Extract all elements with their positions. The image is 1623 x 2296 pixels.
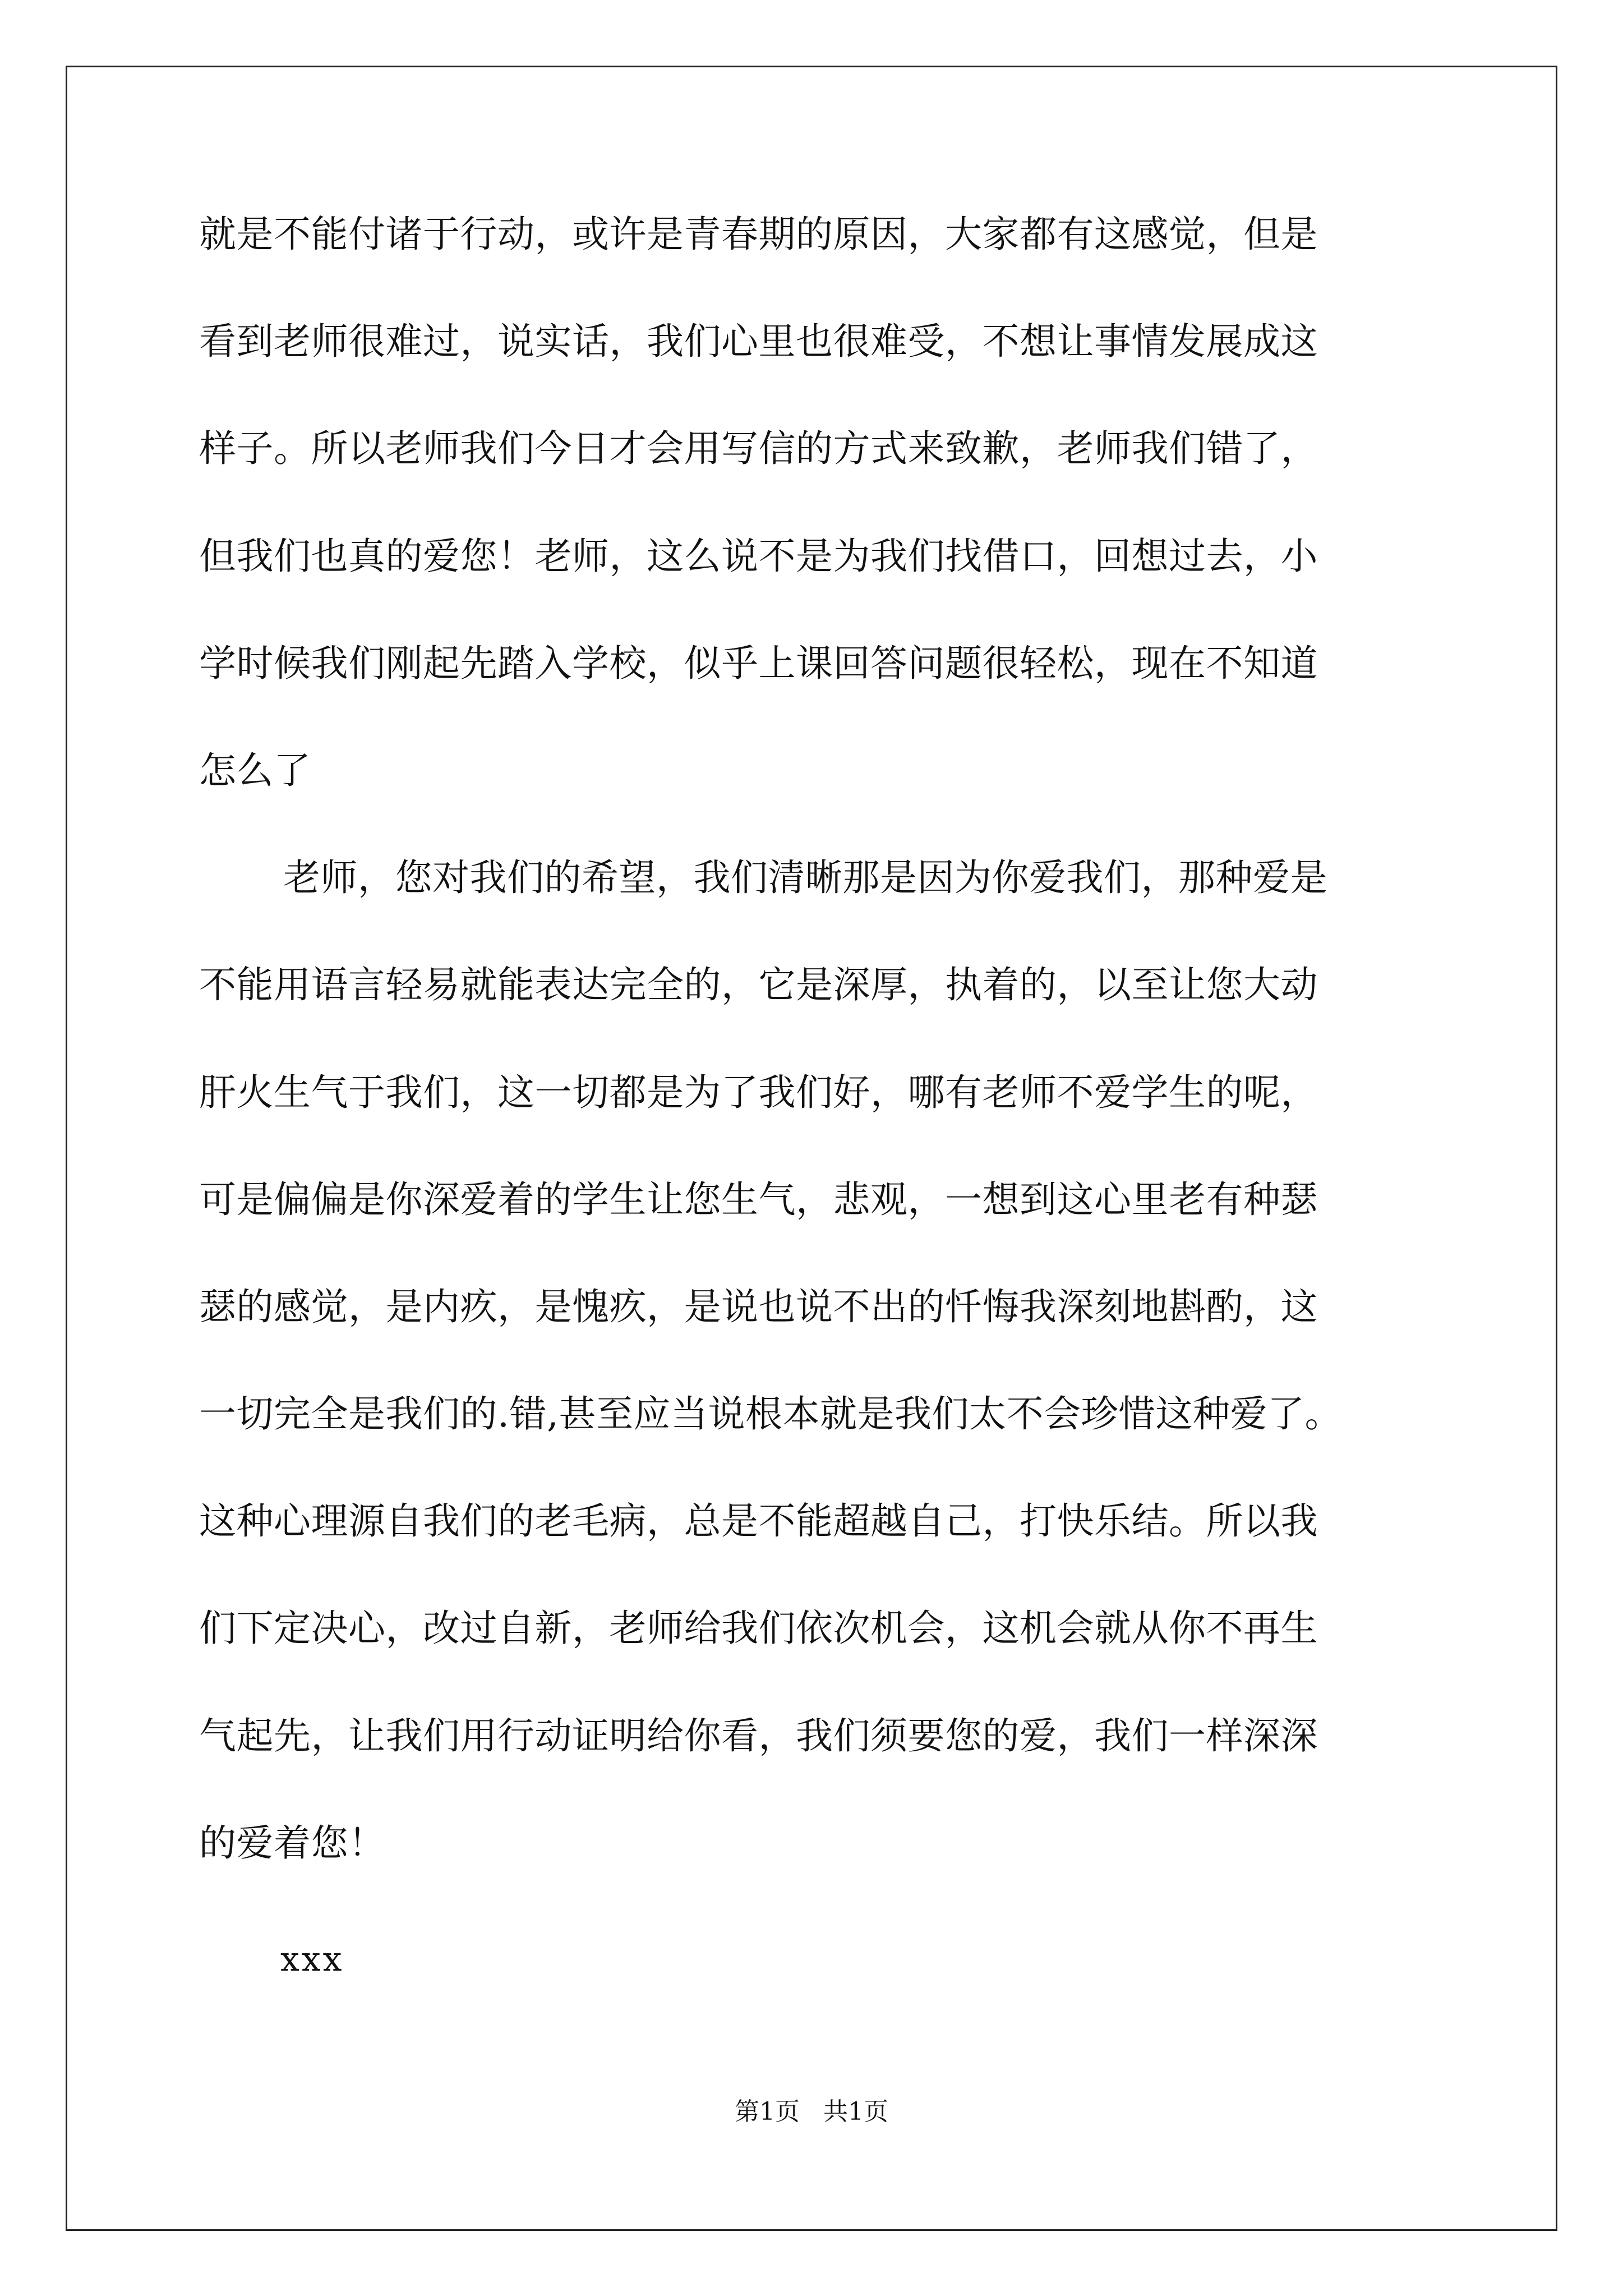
- text-line: 们下定决心，改过自新，老师给我们依次机会，这机会就从你不再生: [199, 1607, 1318, 1650]
- text-line: 样子。所以老师我们今日才会用写信的方式来致歉，老师我们错了，: [199, 427, 1318, 471]
- text-line: 这种心理源自我们的老毛病，总是不能超越自己，打快乐结。所以我: [199, 1499, 1318, 1543]
- signature: xxx: [280, 1940, 344, 1979]
- text-line: 学时候我们刚起先踏入学校，似乎上课回答问题很轻松，现在不知道: [199, 641, 1318, 685]
- paragraph-start-line: 老师，您对我们的希望，我们清晰那是因为你爱我们，那种爱是: [283, 856, 1327, 900]
- text-line: 不能用语言轻易就能表达完全的，它是深厚，执着的，以至让您大动: [199, 963, 1318, 1007]
- text-line: 气起先，让我们用行动证明给你看，我们须要您的爱，我们一样深深: [199, 1714, 1318, 1757]
- text-line: 但我们也真的爱您！老师，这么说不是为我们找借口，回想过去，小: [199, 534, 1318, 578]
- text-line: 一切完全是我们的.错,甚至应当说根本就是我们太不会珍惜这种爱了。: [199, 1392, 1342, 1436]
- text-line: 怎么了: [199, 748, 311, 792]
- text-line: 肝火生气于我们，这一切都是为了我们好，哪有老师不爱学生的呢，: [199, 1070, 1318, 1114]
- text-line: 就是不能付诸于行动，或许是青春期的原因，大家都有这感觉，但是: [199, 213, 1318, 256]
- text-line: 可是偏偏是你深爱着的学生让您生气，悲观，一想到这心里老有种瑟: [199, 1177, 1318, 1221]
- text-line: 看到老师很难过，说实话，我们心里也很难受，不想让事情发展成这: [199, 320, 1318, 364]
- page-footer: 第1页 共1页: [735, 2097, 888, 2126]
- letter-body: [199, 213, 1438, 1932]
- text-line: 瑟的感觉，是内疚，是愧疚，是说也说不出的忏悔我深刻地斟酌，这: [199, 1285, 1318, 1328]
- text-line: 的爱着您！: [199, 1821, 386, 1865]
